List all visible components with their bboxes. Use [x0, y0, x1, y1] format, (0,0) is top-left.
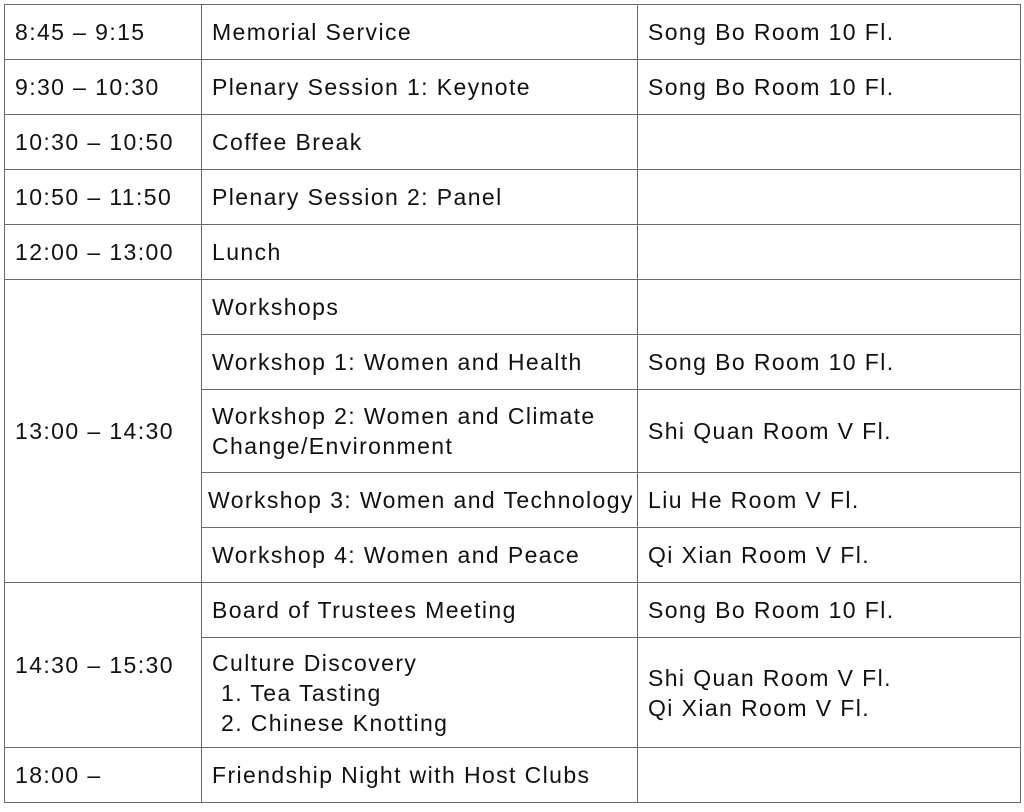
event-cell: Plenary Session 2: Panel — [202, 170, 638, 225]
workshops-time-cell: 13:00 – 14:30 — [5, 280, 202, 583]
room-cell: Song Bo Room 10 Fl. — [638, 60, 1021, 115]
time-cell: 12:00 – 13:00 — [5, 225, 202, 280]
table-row — [5, 748, 1021, 803]
event-cell: Memorial Service — [202, 5, 638, 60]
event-line: Change/Environment — [212, 433, 454, 459]
event-cell: Workshop 4: Women and Peace — [202, 528, 638, 583]
event-cell: Coffee Break — [202, 115, 638, 170]
room-cell — [638, 748, 1021, 803]
afternoon-time-cell: 14:30 – 15:30 — [5, 583, 202, 748]
time-cell: 8:45 – 9:15 — [5, 5, 202, 60]
event-cell: Friendship Night with Host Clubs — [202, 748, 638, 803]
room-cell — [638, 115, 1021, 170]
room-cell — [638, 280, 1021, 335]
room-cell: Song Bo Room 10 Fl. — [638, 583, 1021, 638]
table-row — [5, 115, 1021, 170]
event-cell — [202, 390, 638, 473]
event-cell: Board of Trustees Meeting — [202, 583, 638, 638]
room-cell — [638, 638, 1021, 748]
time-cell: 10:50 – 11:50 — [5, 170, 202, 225]
table-row — [5, 280, 1021, 335]
time-cell: 9:30 – 10:30 — [5, 60, 202, 115]
event-cell: Plenary Session 1: Keynote — [202, 60, 638, 115]
table-row — [5, 170, 1021, 225]
event-cell: Workshop 1: Women and Health — [202, 335, 638, 390]
event-cell — [202, 638, 638, 748]
room-cell: Qi Xian Room V Fl. — [638, 528, 1021, 583]
room-cell: Song Bo Room 10 Fl. — [638, 335, 1021, 390]
schedule-table — [4, 4, 1021, 803]
room-cell: Shi Quan Room V Fl. — [638, 390, 1021, 473]
table-row — [5, 5, 1021, 60]
room-cell: Liu He Room V Fl. — [638, 473, 1021, 528]
room-cell — [638, 170, 1021, 225]
culture-title: Culture Discovery — [212, 649, 418, 676]
time-cell: 10:30 – 10:50 — [5, 115, 202, 170]
table-row — [5, 225, 1021, 280]
table-row — [5, 60, 1021, 115]
room-line: Shi Quan Room V Fl. — [648, 664, 892, 691]
culture-item: 2. Chinese Knotting — [221, 709, 449, 736]
event-cell: Workshop 3: Women and Technology — [202, 473, 638, 528]
event-line: Workshop 2: Women and Climate — [212, 403, 596, 429]
event-cell: Lunch — [202, 225, 638, 280]
room-cell: Song Bo Room 10 Fl. — [638, 5, 1021, 60]
workshops-header-cell: Workshops — [202, 280, 638, 335]
table-row — [5, 583, 1021, 638]
room-line: Qi Xian Room V Fl. — [648, 694, 871, 721]
room-cell — [638, 225, 1021, 280]
culture-item: 1. Tea Tasting — [221, 679, 382, 706]
time-cell: 18:00 – — [5, 748, 202, 803]
